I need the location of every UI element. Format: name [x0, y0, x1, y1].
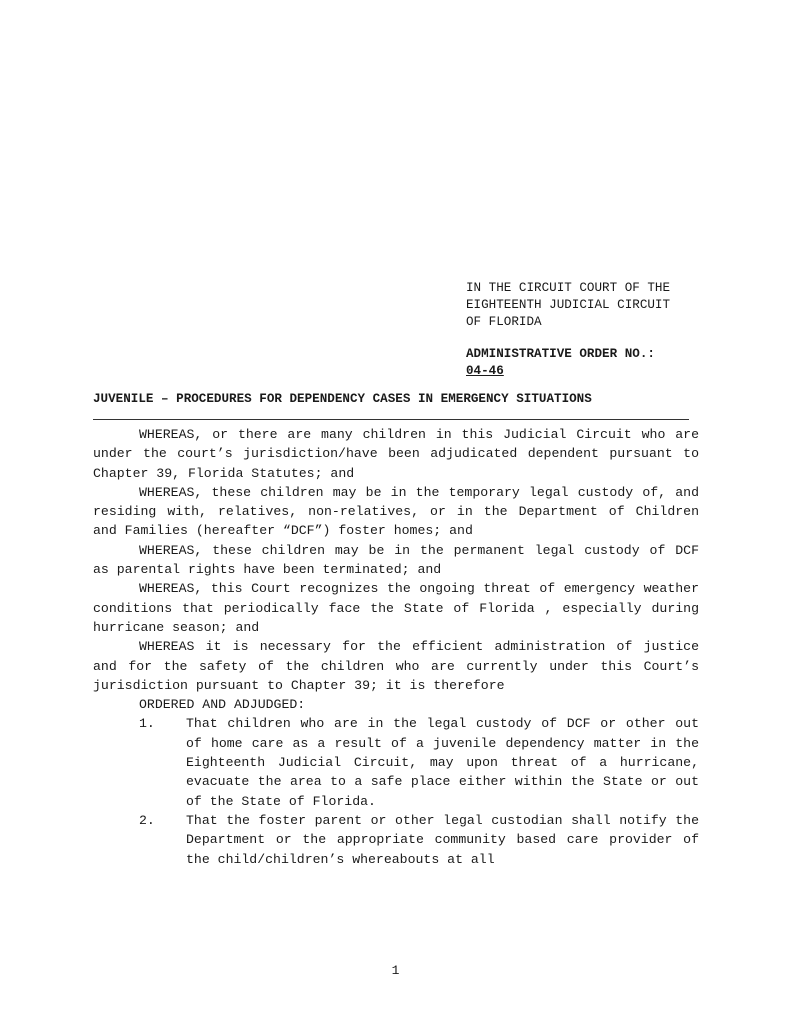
title-rule: [93, 419, 689, 420]
order-item-number: 2.: [139, 812, 155, 828]
order-number: 04-46: [466, 364, 504, 378]
page-number: 1: [391, 963, 400, 978]
order-item-text: That the foster parent or other legal custodian shall notify the Department or the appropriate community based care provider of the child/children’s whereabouts at all: [186, 812, 699, 867]
whereas-paragraph: WHEREAS, these children may be in the temporary legal custody of, and residing with, relatives, non-relatives, or in the Department of Children and Families (hereafter “DCF”) foster homes; and: [93, 484, 699, 539]
order-body: [93, 425, 699, 869]
order-label: ADMINISTRATIVE ORDER NO.:: [466, 347, 655, 361]
order-item-number: 1.: [139, 716, 155, 732]
whereas-paragraph: WHEREAS, or there are many children in this Judicial Circuit who are under the court’s jurisdiction/have been adjudicated dependent pursuant to Chapter 39, Florida Statutes; and: [93, 427, 699, 481]
order-item-text: That children who are in the legal custody of DCF or other out of home care as a result of a juvenile dependency matter in the Eighteenth Judicial Circuit, may upon threat of a hurricane, evacuate the area to a safe place either within the State or out of the State of Florida.: [186, 716, 699, 809]
order-item: [93, 811, 699, 869]
whereas-paragraph: WHEREAS, these children may be in the permanent legal custody of DCF as parental rights have been terminated; and: [93, 542, 699, 578]
order-title: JUVENILE – PROCEDURES FOR DEPENDENCY CASES IN EMERGENCY SITUATIONS: [93, 392, 592, 406]
whereas-paragraph: WHEREAS, this Court recognizes the ongoing threat of emergency weather conditions that periodically face the State of Florida , especially during hurricane season; and: [93, 581, 699, 635]
order-item: [93, 714, 699, 810]
court-caption: IN THE CIRCUIT COURT OF THE EIGHTEENTH JUDICIAL CIRCUIT OF FLORIDA: [466, 281, 671, 329]
ordered-adjudged: ORDERED AND ADJUDGED:: [139, 697, 306, 713]
administrative-order-heading: [466, 346, 706, 380]
whereas-paragraph: WHEREAS it is necessary for the efficient administration of justice and for the safety of the children who are currently under this Court’s jurisdiction pursuant to Chapter 39; it is therefore: [93, 639, 699, 693]
